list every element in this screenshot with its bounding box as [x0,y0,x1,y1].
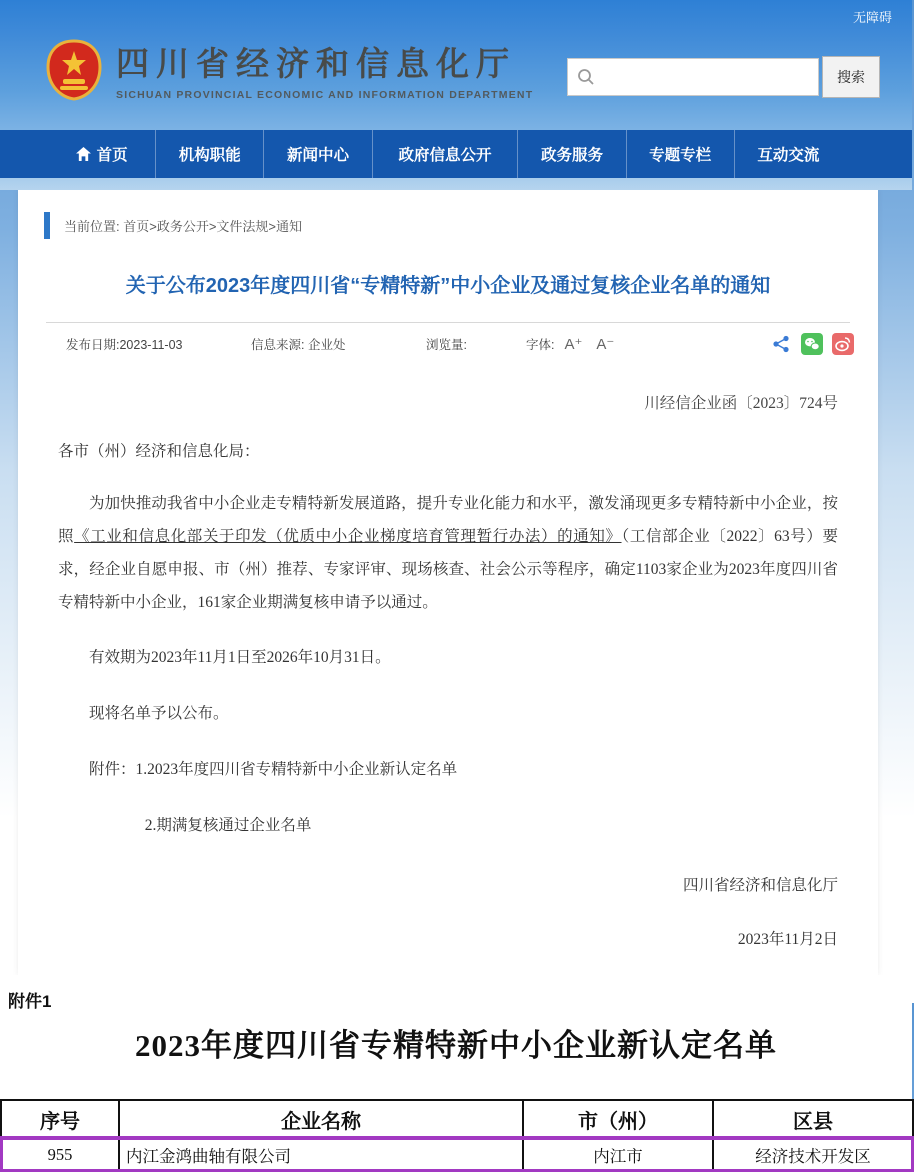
nav-item-label: 政府信息公开 [398,147,492,164]
nav-item-functions[interactable] [155,130,263,178]
view-count: 浏览量: [426,338,467,352]
company-table-wrap [0,1099,912,1172]
site-brand[interactable] [46,38,533,101]
attachment-reference-1[interactable]: 附件：1.2023年度四川省专精特新中小企业新认定名单 [89,761,458,778]
search-area [567,58,880,98]
nav-item-topics[interactable] [626,130,734,178]
paragraph-text: （工信部企业〔2022〕63号）要求，经企业自愿申报、市（州）推荐、专家评审、现场核查、社会公示等程序，确定1103家企业为2023年度四川省专精特新中小企业，161家企业期满复核申请予以通过。 [58,528,838,611]
attachment-title: 2023年度四川省专精特新中小企业新认定名单 [135,1028,777,1063]
nav-item-label: 新闻中心 [287,147,350,164]
table-header-row [1,1100,913,1138]
cell-seq: 955 [1,1138,119,1171]
site-subtitle: SICHUAN PROVINCIAL ECONOMIC AND INFORMATION DEPARTMENT [116,89,534,101]
document-body [18,391,878,949]
nav-item-gov-info[interactable] [372,130,518,178]
nav-item-label: 政务服务 [540,147,603,164]
col-header-seq: 序号 [1,1100,119,1138]
cell-city: 内江市 [523,1138,713,1171]
site-title: 四川省经济和信息化厅 [116,45,516,82]
share-icons [770,333,854,355]
policy-document-link[interactable]: 《工业和信息化部关于印发（优质中小企业梯度培育管理暂行办法）的通知》 [74,528,622,545]
main-nav [0,130,912,178]
nav-item-label: 首页 [96,147,128,164]
paragraph-main [58,487,838,619]
article-card [18,190,878,975]
home-icon [76,147,91,161]
national-emblem-icon [46,39,102,101]
brand-text [116,38,533,101]
font-size-label: 字体: [526,338,555,352]
attachment-section [0,975,912,1172]
breadcrumb [44,190,878,239]
salutation: 各市（州）经济和信息化局： [58,443,260,460]
document-number: 川经信企业函〔2023〕724号 [644,395,838,412]
col-header-company: 企业名称 [119,1100,523,1138]
table-row-highlighted[interactable] [1,1138,913,1171]
col-header-city: 市（州） [523,1100,713,1138]
wechat-share-icon[interactable] [801,333,823,355]
company-table [0,1099,914,1172]
font-increase-button[interactable]: A⁺ [564,336,583,353]
publish-date: 发布日期:2023-11-03 [66,338,183,352]
nav-item-interaction[interactable] [734,130,842,178]
paragraph-text: 为加快推动我省中小企业走专精特新发展道路，提升专业化能力和水平，激发涌现更多专精特新中小企业，按照 [58,495,838,545]
cell-company: 内江金鸿曲轴有限公司 [119,1138,523,1171]
issuing-authority: 四川省经济和信息化厅 [682,877,838,894]
nav-item-news[interactable] [263,130,371,178]
font-decrease-button[interactable]: A⁻ [596,336,615,353]
nav-item-home[interactable] [48,130,155,178]
article-meta [18,323,878,357]
nav-item-label: 专题专栏 [649,147,712,164]
weibo-share-icon[interactable] [832,333,854,355]
nav-item-label: 互动交流 [757,147,820,164]
nav-item-label: 机构职能 [178,147,241,164]
page-title: 关于公布2023年度四川省“专精特新”中小企业及通过复核企业名单的通知 [125,275,771,297]
search-icon [576,67,596,87]
attachment-label: 附件1 [8,992,52,1011]
banner [0,26,912,130]
search-input[interactable] [596,62,810,92]
col-header-district: 区县 [713,1100,913,1138]
breadcrumb-accent-bar [44,212,50,239]
breadcrumb-text[interactable]: 当前位置: 首页>政务公开>文件法规>通知 [64,219,302,234]
announcement-line: 现将名单予以公布。 [89,705,229,722]
info-source: 信息来源: 企业处 [251,338,346,352]
attachment-reference-2[interactable]: 2.期满复核通过企业名单 [144,817,312,834]
accessibility-link[interactable]: 无障碍 [852,10,892,25]
issue-date: 2023年11月2日 [737,931,838,948]
search-button[interactable]: 搜索 [822,56,880,98]
nav-item-services[interactable] [517,130,625,178]
site-header [0,0,912,190]
search-box[interactable] [567,58,819,96]
cell-district: 经济技术开发区 [713,1138,913,1171]
share-icon[interactable] [770,333,792,355]
validity-period: 有效期为2023年11月1日至2026年10月31日。 [89,649,391,666]
